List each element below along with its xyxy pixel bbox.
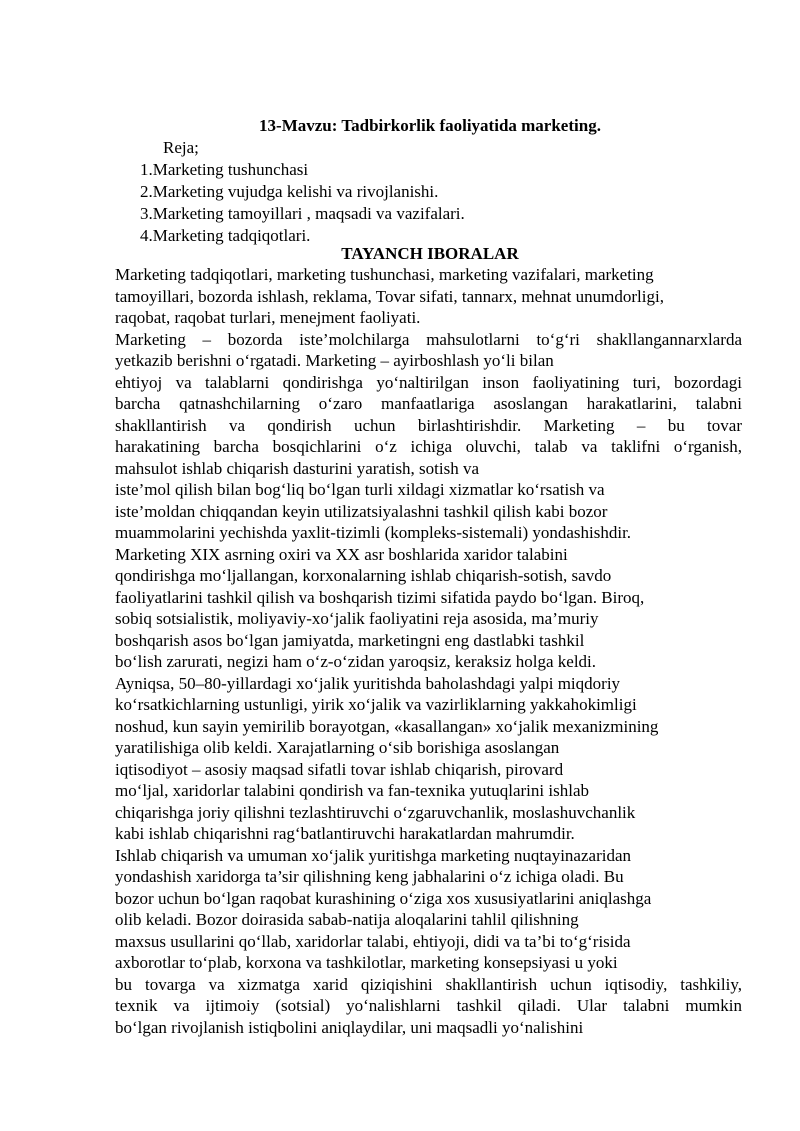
text-line: boshqarish asos bo‘lgan jamiyatda, marketingni eng dastlabki tashkil — [115, 630, 585, 650]
text-line: Marketing tadqiqotlari, marketing tushunchasi, marketing vazifalari, marketing — [115, 265, 654, 284]
text-line: bo‘lish zarurati, negizi ham o‘z-o‘zidan yaroqsiz, keraksiz holga keldi. — [115, 652, 597, 671]
text-line: bozor uchun bo‘lgan raqobat kurashining o‘ziga xos xususiyatlarini aniqlashga — [115, 888, 652, 908]
text-line: Ayniqsa, 50–80-yillardagi xo‘jalik yuritishda baholashdagi yalpi miqdoriy — [115, 673, 621, 693]
text-line: harakatining barcha bosqichlarini o‘z ichiga oluvchi, talab va taklifni o‘rganish, — [115, 437, 742, 456]
text-line: Marketing – bozorda iste’molchilarga mahsulotlarni to‘g‘ri shakllangannarxlarda — [115, 329, 742, 349]
text-line: kabi ishlab chiqarishni rag‘batlantiruvchi harakatlardan mahrumdir. — [115, 824, 575, 843]
plan-list — [0, 137, 800, 247]
text-line: tamoyillari, bozorda ishlash, reklama, Tovar sifati, tannarx, mehnat unumdorligi, — [115, 286, 664, 306]
text-line: Ishlab chiqarish va umuman xo‘jalik yuritishga marketing nuqtayinazaridan — [115, 845, 631, 865]
text-line: raqobat, raqobat turlari, menejment faoliyati. — [115, 308, 421, 327]
text-line: bo‘lgan rivojlanish istiqbolini aniqlaydilar, uni maqsadli yo‘nalishini — [115, 1017, 584, 1037]
text-line: olib keladi. Bozor doirasida sabab-natija aloqalarini tahlil qilishning — [115, 910, 579, 929]
text-line: faoliyatlarini tashkil qilish va boshqarish tizimi sifatida paydo bo‘lgan. Biroq, — [115, 587, 645, 607]
text-line: ehtiyoj va talablarni qondirishga yo‘naltirilgan inson faoliyatining turi, bozordagi — [115, 372, 742, 392]
text-line: noshud, kun sayin yemirilib borayotgan, «kasallangan» xo‘jalik mexanizmining — [115, 716, 659, 736]
plan-item: 3.Marketing tamoyillari , maqsadi va vazifalari. — [140, 204, 465, 223]
text-line: yondashish xaridorga ta’sir qilishning keng jabhalarini o‘z ichiga oladi. Bu — [115, 867, 624, 886]
text-line: texnik va ijtimoiy (sotsial) yo‘nalishlarni tashkil qiladi. Ular talabni mumkin — [115, 996, 742, 1015]
text-line: yaratilishiga olib keldi. Xarajatlarning o‘sib borishiga asoslangan — [115, 738, 560, 757]
text-line: iqtisodiyot – asosiy maqsad sifatli tovar ishlab chiqarish, pirovard — [115, 759, 564, 779]
text-line: iste’moldan chiqqandan keyin utilizatsiyalashni tashkil qilish kabi bozor — [115, 501, 608, 521]
document-title: 13-Mavzu: Tadbirkorlik faoliyatida marketing. — [259, 116, 601, 135]
text-line: yetkazib berishni o‘rgatadi. Marketing – ayirboshlash yo‘li bilan — [115, 351, 554, 370]
plan-item: 1.Marketing tushunchasi — [140, 160, 309, 179]
text-line: iste’mol qilish bilan bog‘liq bo‘lgan turli xildagi xizmatlar ko‘rsatish va — [115, 480, 605, 499]
text-line: maxsus usullarini qo‘llab, xaridorlar talabi, ehtiyoji, didi va ta’bi to‘g‘risida — [115, 931, 631, 951]
text-line: qondirishga mo‘ljallangan, korxonalarning ishlab chiqarish-sotish, savdo — [115, 566, 612, 585]
text-line: axborotlar to‘plab, korxona va tashkilotlar, marketing konsepsiyasi u yoki — [115, 953, 618, 972]
body-text — [115, 264, 742, 1038]
text-line: barcha qatnashchilarning o‘zaro manfaatlariga asoslangan harakatlarini, talabni — [115, 394, 742, 413]
text-line: shakllantirish va qondirish uchun birlashtirishdir. Marketing – bu tovar — [115, 415, 742, 435]
text-line: mo‘ljal, xaridorlar talabini qondirish va fan-texnika yutuqlarini ishlab — [115, 781, 589, 800]
text-line: muammolarini yechishda yaxlit-tizimli (kompleks-sistemali) yondashishdir. — [115, 523, 632, 542]
plan-item: 2.Marketing vujudga kelishi va rivojlanishi. — [140, 182, 439, 201]
text-line: sobiq sotsialistik, moliyaviy-xo‘jalik faoliyatini reja asosida, ma’muriy — [115, 609, 599, 628]
plan-heading: Reja; — [163, 138, 199, 157]
text-line: Marketing XIX asrning oxiri va XX asr boshlarida xaridor talabini — [115, 544, 568, 564]
text-line: chiqarishga joriy qilishni tezlashtiruvchi o‘zgaruvchanlik, moslashuvchanlik — [115, 802, 636, 822]
text-line: ko‘rsatkichlarning ustunligi, yirik xo‘jalik va vazirliklarning yakkahokimligi — [115, 695, 637, 714]
text-line: bu tovarga va xizmatga xarid qiziqishini shakllantirish uchun iqtisodiy, tashkiliy, — [115, 974, 742, 994]
text-line: mahsulot ishlab chiqarish dasturini yaratish, sotish va — [115, 458, 480, 478]
plan-item: 4.Marketing tadqiqotlari. — [140, 226, 311, 245]
key-terms-heading: TAYANCH IBORALAR — [341, 244, 519, 263]
